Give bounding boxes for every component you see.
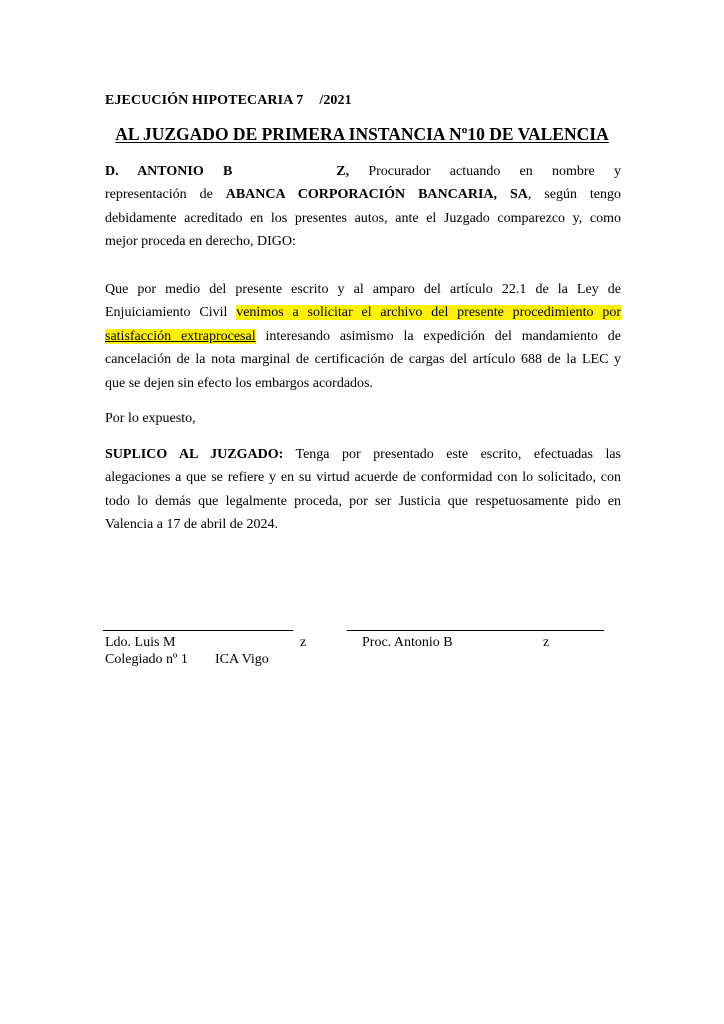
intro-line-1-text: Procurador actuando en nombre y — [368, 164, 621, 179]
request-line-4: cancelación de la nota marginal de certificación de cargas del artículo 688 de la LEC y — [105, 352, 621, 368]
intro-line-2 — [105, 183, 621, 206]
request-line-2-pre: Enjuiciamiento Civil — [105, 305, 228, 321]
lawyer-name: Ldo. Luis M — [105, 635, 176, 650]
suplico-line-1-text: Tenga por presentado este escrito, efectuadas las — [295, 447, 621, 462]
bar-association: ICA Vigo — [215, 652, 269, 667]
procurator-signature-line — [347, 630, 604, 631]
highlighted-request-text: venimos a solicitar el archivo del presente procedimiento por — [236, 305, 621, 321]
request-line-3-post: interesando asimismo la expedición del mandamiento de — [265, 328, 621, 344]
intro-paragraph — [105, 160, 621, 254]
intro-line-1 — [105, 160, 621, 183]
intro-line-2-pre: representación de — [105, 187, 213, 203]
request-line-1: Que por medio del presente escrito y al amparo del artículo 22.1 de la Ley de — [105, 282, 621, 297]
company-name: ABANCA CORPORACIÓN BANCARIA, SA — [225, 187, 528, 203]
procurator-name-suffix: z — [543, 635, 550, 650]
suplico-line-4: Valencia a 17 de abril de 2024. — [105, 517, 278, 533]
request-line-5: que se dejen sin efecto los embargos acordados. — [105, 375, 373, 391]
request-line-3 — [105, 325, 621, 348]
request-line-2 — [105, 301, 621, 324]
case-reference-year: /2021 — [319, 93, 352, 108]
lawyer-name-suffix: z — [300, 635, 307, 650]
case-reference — [105, 93, 352, 109]
bar-number: Colegiado nº 1 — [105, 652, 188, 667]
suplico-line-1 — [105, 443, 621, 466]
suplico-line-2: alegaciones a que se refiere y en su virtud acuerde de conformidad con lo solicitado, con — [105, 470, 621, 486]
por-lo-expuesto-text: Por lo expuesto, — [105, 411, 196, 426]
case-reference-main: EJECUCIÓN HIPOTECARIA 7 — [105, 93, 304, 108]
highlighted-underlined-text: satisfacción extraprocesal — [105, 328, 256, 344]
suplico-paragraph — [105, 443, 621, 537]
request-paragraph — [105, 278, 621, 395]
por-lo-expuesto — [105, 407, 621, 430]
intro-line-4: mejor proceda en derecho, DIGO: — [105, 234, 296, 250]
procurator-name: Proc. Antonio B — [362, 635, 453, 650]
attorney-last-name: Z, — [336, 164, 350, 179]
court-title: AL JUZGADO DE PRIMERA INSTANCIA Nº10 DE VALENCIA — [115, 124, 609, 144]
intro-line-2-post: , según tengo — [527, 187, 622, 203]
suplico-line-3: todo lo demás que legalmente proceda, por ser Justicia que respetuosamente pido en — [105, 493, 621, 509]
attorney-first-name: D. ANTONIO B — [105, 164, 233, 179]
suplico-label: SUPLICO AL JUZGADO: — [105, 447, 284, 462]
lawyer-signature-line — [103, 630, 293, 631]
intro-line-3: debidamente acreditado en los presentes autos, ante el Juzgado comparezco y, como — [105, 210, 621, 226]
